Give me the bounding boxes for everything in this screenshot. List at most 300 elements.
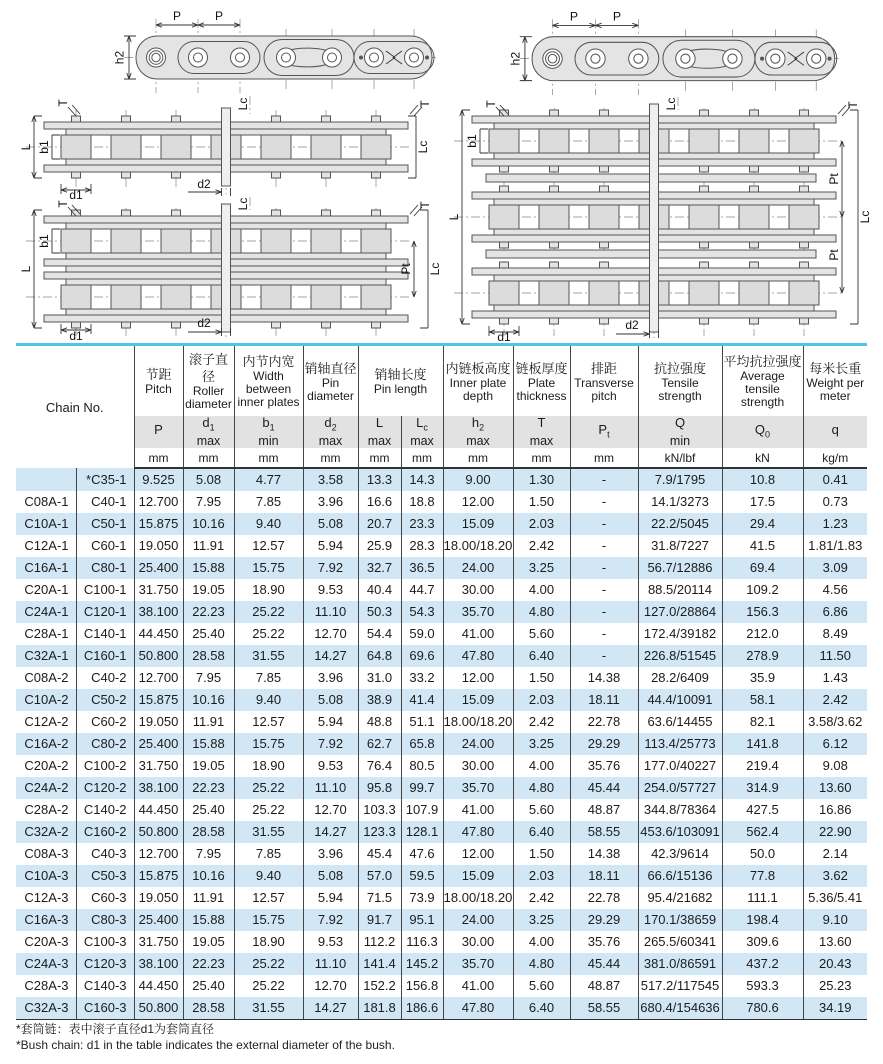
value-cell: 24.00 [443, 909, 513, 931]
col-transverse-pitch: 排距 Transverse pitch [570, 345, 638, 417]
table-row [16, 975, 867, 997]
chain-no-cell: C20A-3 [16, 931, 76, 953]
sym-pin-dia: $d_2$ max [303, 416, 358, 448]
value-cell: 18.11 [570, 865, 638, 887]
dim-label-t: T [846, 101, 860, 109]
value-cell: 2.42 [513, 887, 570, 909]
unit-pin-dia: mm [303, 448, 358, 468]
col-tensile-strength: 抗拉强度 Tensile strength [638, 345, 722, 417]
value-cell: 226.8/51545 [638, 645, 722, 667]
value-cell: 1.50 [513, 491, 570, 513]
value-cell: 12.700 [134, 491, 183, 513]
value-cell: 44.4/10091 [638, 689, 722, 711]
value-cell: 44.450 [134, 623, 183, 645]
value-cell: 5.60 [513, 623, 570, 645]
connecting-pin [222, 108, 231, 186]
value-cell: 1.50 [513, 667, 570, 689]
value-cell: 62.7 [358, 733, 401, 755]
dim-label-p: P [172, 9, 182, 23]
chain-no-cell: C10A-1 [16, 513, 76, 535]
dim-label-b1: b1 [465, 134, 479, 148]
chain-no-cell: C60-2 [76, 711, 134, 733]
value-cell: 1.23 [822, 516, 848, 531]
value-cell: 48.87 [570, 975, 638, 997]
value-cell: 9.40 [234, 689, 303, 711]
value-cell: 453.6/103091 [638, 821, 722, 843]
value-cell: 3.09 [822, 560, 848, 575]
value-cell: 9.525 [134, 468, 183, 491]
value-cell: 25.40 [183, 623, 234, 645]
dim-label-d1: d1 [497, 330, 511, 342]
unit-weight: kg/m [803, 448, 867, 468]
value-cell: 4.00 [513, 579, 570, 601]
table-row [16, 535, 867, 557]
value-cell: 2.03 [513, 865, 570, 887]
chain-no-cell: C140-2 [76, 799, 134, 821]
value-cell: 680.4/154636 [638, 997, 722, 1020]
sym-thickness: T max [513, 416, 570, 448]
value-cell: 36.5 [401, 557, 443, 579]
col-inner-plate-depth: 内链板高度 Inner plate depth [443, 345, 513, 417]
value-cell: - [570, 491, 638, 513]
value-cell: 314.9 [722, 777, 803, 799]
value-cell: 35.76 [570, 931, 638, 953]
value-cell: 427.5 [722, 799, 803, 821]
dim-label-l: L [19, 143, 33, 151]
dim-label-lc: Lc [664, 97, 678, 111]
value-cell: 9.00 [443, 468, 513, 491]
table-row [16, 667, 867, 689]
chain-no-cell: C160-2 [76, 821, 134, 843]
col-pin-length: 销轴长度 Pin length [358, 345, 443, 417]
value-cell: 7.85 [234, 491, 303, 513]
value-cell: 6.40 [513, 645, 570, 667]
dim-label-lc: Lc [858, 210, 872, 224]
value-cell: 10.16 [183, 689, 234, 711]
dim-label-t: T [56, 99, 70, 107]
value-cell: 2.14 [822, 846, 848, 861]
chain-no-cell: C40-1 [76, 491, 134, 513]
chain-no-cell: C20A-1 [16, 579, 76, 601]
value-cell: 12.70 [303, 975, 358, 997]
value-cell: 45.4 [358, 843, 401, 865]
chain-side-view-diagram [98, 5, 438, 95]
sym-weight: q [803, 416, 867, 448]
value-cell: 19.050 [134, 887, 183, 909]
value-cell: 10.16 [183, 865, 234, 887]
table-row [16, 887, 867, 909]
value-cell: 20.7 [358, 513, 401, 535]
value-cell: 34.19 [803, 997, 867, 1020]
value-cell: 45.44 [570, 777, 638, 799]
table-row [16, 601, 867, 623]
col-weight-per-meter: 每米长重 Weight per meter [803, 345, 867, 417]
table-row [16, 953, 867, 975]
value-cell: 15.88 [183, 909, 234, 931]
value-cell: 9.10 [822, 912, 848, 927]
value-cell: 15.875 [134, 689, 183, 711]
value-cell: 9.53 [303, 931, 358, 953]
value-cell: 13.60 [818, 780, 852, 795]
sym-pitch: P [134, 416, 183, 448]
value-cell: 6.12 [822, 736, 848, 751]
value-cell: 7.85 [234, 667, 303, 689]
value-cell: 4.56 [822, 582, 848, 597]
value-cell: 29.29 [570, 733, 638, 755]
value-cell: 12.700 [134, 843, 183, 865]
value-cell: 25.22 [234, 953, 303, 975]
dim-label-d1: d1 [69, 329, 83, 342]
dim-label-d2: d2 [625, 318, 639, 332]
value-cell: 3.58 [303, 468, 358, 491]
unit-pin-length-l: mm [358, 448, 401, 468]
value-cell: 45.44 [570, 953, 638, 975]
unit-roller: mm [183, 448, 234, 468]
value-cell: 9.40 [234, 513, 303, 535]
table-row [16, 821, 867, 843]
chain-no-cell: C24A-2 [16, 777, 76, 799]
col-inner-width: 内节内宽 Width between inner plates [234, 345, 303, 417]
value-cell: - [570, 601, 638, 623]
value-cell: 6.40 [513, 821, 570, 843]
duplex-strand-plan-diagram [18, 196, 442, 342]
value-cell: 5.94 [303, 535, 358, 557]
value-cell: 593.3 [722, 975, 803, 997]
value-cell: 212.0 [722, 623, 803, 645]
table-row [16, 865, 867, 887]
sym-pin-length-l: L max [358, 416, 401, 448]
dim-label-pt: Pt [827, 249, 841, 261]
unit-plate-depth: mm [443, 448, 513, 468]
value-cell: 25.22 [234, 623, 303, 645]
col-roller-diameter: 滚子直径 Roller diameter [183, 345, 234, 417]
connecting-pin [650, 104, 659, 332]
value-cell: 128.1 [401, 821, 443, 843]
value-cell: 5.08 [303, 513, 358, 535]
chain-no-cell: C100-3 [76, 931, 134, 953]
value-cell: 4.80 [513, 953, 570, 975]
table-row [16, 777, 867, 799]
value-cell: 22.23 [183, 953, 234, 975]
value-cell: 13.3 [358, 468, 401, 491]
dim-label-h2: h2 [508, 51, 523, 66]
value-cell: 344.8/78364 [638, 799, 722, 821]
value-cell: 5.08 [183, 468, 234, 491]
value-cell: 28.3 [401, 535, 443, 557]
value-cell: 95.8 [358, 777, 401, 799]
value-cell: 15.09 [443, 865, 513, 887]
value-cell: 30.00 [443, 579, 513, 601]
value-cell: 12.00 [443, 491, 513, 513]
value-cell: 64.8 [358, 645, 401, 667]
chain-no-cell: C20A-2 [16, 755, 76, 777]
value-cell: 14.38 [570, 667, 638, 689]
single-strand-plan-diagram [18, 94, 442, 200]
sym-avg-tensile: $Q_0$ [722, 416, 803, 448]
value-cell: 18.00/18.20 [443, 711, 513, 733]
value-cell: 127.0/28864 [638, 601, 722, 623]
value-cell: - [570, 535, 638, 557]
value-cell: 7.9/1795 [638, 468, 722, 491]
value-cell: 381.0/86591 [638, 953, 722, 975]
dim-label-l: L [447, 213, 461, 221]
value-cell: 18.8 [401, 491, 443, 513]
value-cell: 58.55 [570, 997, 638, 1020]
spec-table-header [16, 345, 867, 469]
value-cell: 44.7 [401, 579, 443, 601]
chain-no-cell: C08A-1 [16, 491, 76, 513]
value-cell: 22.78 [570, 711, 638, 733]
chain-no-cell [16, 468, 76, 491]
value-cell: 5.60 [513, 975, 570, 997]
table-row [16, 579, 867, 601]
value-cell: 58.55 [570, 821, 638, 843]
chain-no-cell: C80-2 [76, 733, 134, 755]
table-row [16, 491, 867, 513]
value-cell: 65.8 [401, 733, 443, 755]
value-cell: 4.00 [513, 755, 570, 777]
value-cell: 11.50 [819, 648, 852, 663]
chain-no-cell: C140-1 [76, 623, 134, 645]
sym-transverse: $P_t$ [570, 416, 638, 448]
chain-no-cell: C32A-1 [16, 645, 76, 667]
chain-no-cell: C16A-1 [16, 557, 76, 579]
value-cell: 181.8 [358, 997, 401, 1020]
table-row [16, 931, 867, 953]
dim-label-t: T [56, 200, 70, 208]
value-cell: 50.800 [134, 821, 183, 843]
col-pin-diameter: 销轴直径 Pin diameter [303, 345, 358, 417]
table-row [16, 733, 867, 755]
value-cell: 4.80 [513, 601, 570, 623]
value-cell: 103.3 [358, 799, 401, 821]
dim-label-lc: Lc [236, 197, 250, 211]
table-row [16, 997, 867, 1020]
value-cell: 141.4 [358, 953, 401, 975]
chain-no-cell: C100-2 [76, 755, 134, 777]
value-cell: 9.40 [234, 865, 303, 887]
value-cell: 1.30 [513, 468, 570, 491]
table-row [16, 623, 867, 645]
value-cell: 17.5 [722, 491, 803, 513]
value-cell: 47.80 [443, 645, 513, 667]
dim-label-p: P [612, 9, 621, 24]
value-cell: 25.22 [234, 777, 303, 799]
value-cell: 7.92 [303, 733, 358, 755]
value-cell: 31.8/7227 [638, 535, 722, 557]
chain-no-cell: C120-3 [76, 953, 134, 975]
chain-no-cell: C50-2 [76, 689, 134, 711]
value-cell: 7.85 [234, 843, 303, 865]
footnote-en: *Bush chain: d1 in the table indicates the external diameter of the bush. [16, 1038, 395, 1052]
value-cell: 35.76 [570, 755, 638, 777]
table-row [16, 689, 867, 711]
value-cell: 16.86 [818, 802, 852, 817]
dim-label-pt: Pt [827, 173, 841, 185]
sym-plate-depth: $h_2$ max [443, 416, 513, 448]
value-cell: 18.11 [570, 689, 638, 711]
value-cell: 12.57 [234, 887, 303, 909]
value-cell: - [570, 623, 638, 645]
value-cell: 5.60 [513, 799, 570, 821]
unit-tensile: kN/lbf [638, 448, 722, 468]
value-cell: 13.60 [818, 934, 852, 949]
value-cell: 25.400 [134, 557, 183, 579]
value-cell: 5.94 [303, 711, 358, 733]
value-cell: 50.0 [722, 843, 803, 865]
value-cell: 50.800 [134, 645, 183, 667]
dim-label-lc: Lc [236, 97, 250, 111]
unit-avg-tensile: kN [722, 448, 803, 468]
value-cell: 780.6 [722, 997, 803, 1020]
value-cell: 15.75 [234, 909, 303, 931]
sym-width: $b_1$ min [234, 416, 303, 448]
value-cell: 22.90 [818, 824, 852, 839]
value-cell: 19.05 [183, 755, 234, 777]
chain-no-cell: C28A-3 [16, 975, 76, 997]
value-cell: 58.1 [722, 689, 803, 711]
chain-no-cell: C16A-3 [16, 909, 76, 931]
unit-pitch: mm [134, 448, 183, 468]
value-cell: 77.8 [722, 865, 803, 887]
footnotes [16, 1021, 395, 1053]
value-cell: 18.00/18.20 [443, 535, 513, 557]
value-cell: 0.73 [822, 494, 848, 509]
value-cell: 12.00 [443, 843, 513, 865]
value-cell: 437.2 [722, 953, 803, 975]
chain-no-cell: C10A-2 [16, 689, 76, 711]
value-cell: 82.1 [722, 711, 803, 733]
table-row [16, 513, 867, 535]
value-cell: - [570, 468, 638, 491]
value-cell: 3.25 [513, 909, 570, 931]
value-cell: 91.7 [358, 909, 401, 931]
value-cell: 14.1/3273 [638, 491, 722, 513]
sym-pin-length-lc: $L_c$ max [401, 416, 443, 448]
value-cell: 19.05 [183, 931, 234, 953]
value-cell: 12.57 [234, 711, 303, 733]
value-cell: 15.75 [234, 733, 303, 755]
value-cell: 109.2 [722, 579, 803, 601]
value-cell: 156.8 [401, 975, 443, 997]
chain-no-cell: C50-1 [76, 513, 134, 535]
dim-label-h2: h2 [112, 50, 127, 65]
value-cell: 9.53 [303, 579, 358, 601]
value-cell: 47.80 [443, 997, 513, 1020]
sym-roller: $d_1$ max [183, 416, 234, 448]
value-cell: 29.4 [722, 513, 803, 535]
value-cell: 1.50 [513, 843, 570, 865]
value-cell: 0.41 [822, 472, 848, 487]
value-cell: 28.2/6409 [638, 667, 722, 689]
value-cell: 25.400 [134, 909, 183, 931]
dim-label-t: T [418, 201, 432, 209]
value-cell: 25.22 [234, 601, 303, 623]
value-cell: 3.58/3.62 [808, 714, 863, 729]
value-cell: 2.03 [513, 513, 570, 535]
col-plate-thickness: 链板厚度 Plate thickness [513, 345, 570, 417]
table-row [16, 557, 867, 579]
value-cell: 14.38 [570, 843, 638, 865]
value-cell: 9.08 [822, 758, 848, 773]
value-cell: 3.62 [822, 868, 848, 883]
value-cell: 141.8 [722, 733, 803, 755]
dim-label-d1: d1 [69, 188, 83, 200]
value-cell: 95.1 [401, 909, 443, 931]
value-cell: 145.2 [401, 953, 443, 975]
value-cell: 44.450 [134, 799, 183, 821]
value-cell: 38.100 [134, 601, 183, 623]
value-cell: 3.96 [303, 491, 358, 513]
value-cell: 31.750 [134, 931, 183, 953]
value-cell: 6.86 [822, 604, 848, 619]
chain-no-cell: C50-3 [76, 865, 134, 887]
chain-no-cell: C32A-3 [16, 997, 76, 1020]
chain-no-cell: C80-3 [76, 909, 134, 931]
value-cell: 24.00 [443, 733, 513, 755]
chain-no-cell: C40-3 [76, 843, 134, 865]
value-cell: 517.2/117545 [638, 975, 722, 997]
value-cell: 5.08 [303, 689, 358, 711]
value-cell: 15.88 [183, 733, 234, 755]
spec-table-body [16, 468, 867, 1020]
dim-label-pt: Pt [399, 263, 413, 275]
value-cell: 25.40 [183, 799, 234, 821]
spec-table [16, 343, 867, 1020]
value-cell: 59.5 [401, 865, 443, 887]
value-cell: 14.27 [303, 821, 358, 843]
table-row [16, 711, 867, 733]
value-cell: 4.00 [513, 931, 570, 953]
value-cell: 30.00 [443, 931, 513, 953]
col-avg-tensile-strength: 平均抗拉强度 Average tensile strength [722, 345, 803, 417]
value-cell: 2.03 [513, 689, 570, 711]
value-cell: 107.9 [401, 799, 443, 821]
value-cell: 9.53 [303, 755, 358, 777]
value-cell: 69.4 [722, 557, 803, 579]
value-cell: 22.2/5045 [638, 513, 722, 535]
value-cell: 25.22 [234, 975, 303, 997]
value-cell: 3.25 [513, 557, 570, 579]
value-cell: 28.58 [183, 645, 234, 667]
value-cell: 12.70 [303, 799, 358, 821]
value-cell: 156.3 [722, 601, 803, 623]
value-cell: 33.2 [401, 667, 443, 689]
value-cell: 35.70 [443, 601, 513, 623]
chain-no-cell: *C35-1 [76, 468, 134, 491]
value-cell: 5.36/5.41 [808, 890, 863, 905]
value-cell: 76.4 [358, 755, 401, 777]
value-cell: 15.75 [234, 557, 303, 579]
value-cell: 30.00 [443, 755, 513, 777]
value-cell: 56.7/12886 [638, 557, 722, 579]
value-cell: 31.55 [234, 645, 303, 667]
value-cell: 25.9 [358, 535, 401, 557]
chain-no-cell: C24A-3 [16, 953, 76, 975]
chain-side-view-diagram [455, 5, 879, 97]
value-cell: - [570, 513, 638, 535]
value-cell: 41.4 [401, 689, 443, 711]
value-cell: 19.050 [134, 535, 183, 557]
value-cell: 22.78 [570, 887, 638, 909]
value-cell: 198.4 [722, 909, 803, 931]
dim-label-d2: d2 [197, 177, 211, 191]
col-chain-no: Chain No. [16, 345, 134, 469]
chain-no-cell: C32A-2 [16, 821, 76, 843]
value-cell: 172.4/39182 [638, 623, 722, 645]
value-cell: 3.25 [513, 733, 570, 755]
value-cell: 10.16 [183, 513, 234, 535]
